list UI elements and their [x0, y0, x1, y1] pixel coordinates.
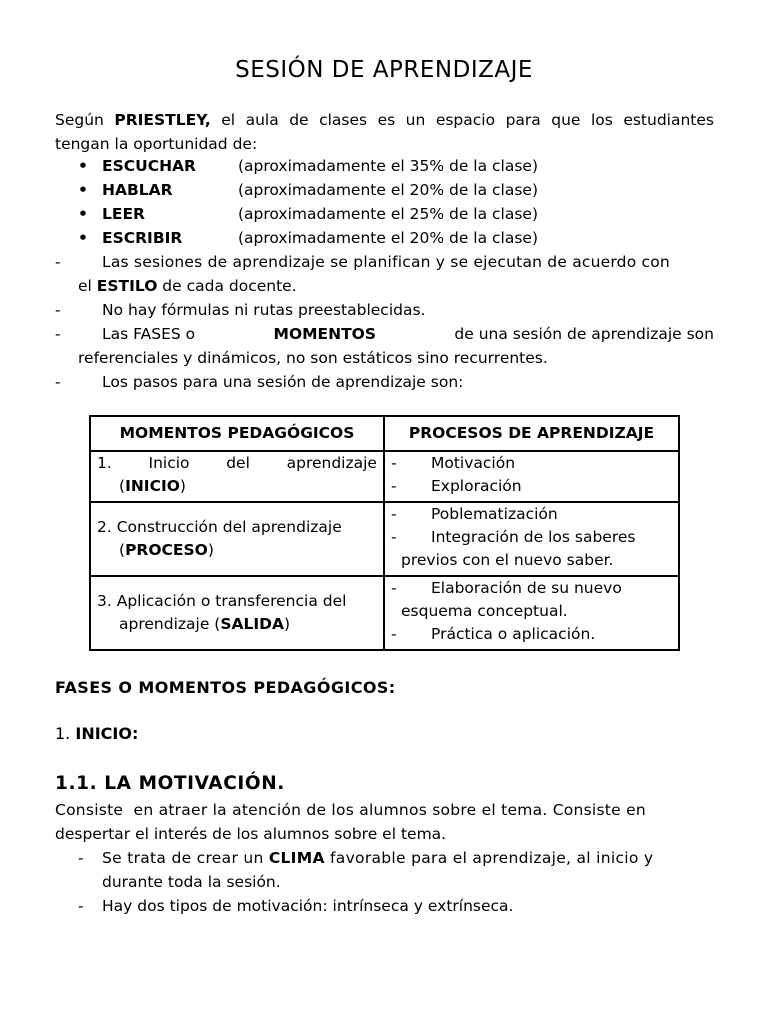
motivation-paragraph-line-1: Consiste en atraer la atención de los alumnos sobre el tema. Consiste en: [55, 801, 646, 819]
motivation-paragraph-line-2: despertar el interés de los alumnos sobre el tema.: [55, 825, 447, 843]
skill-name: ESCUCHAR: [102, 157, 196, 175]
section-heading: FASES O MOMENTOS PEDAGÓGICOS:: [55, 678, 396, 697]
dash-marker: -: [78, 849, 84, 867]
process-item: - Elaboración de su nuevo: [391, 579, 622, 597]
bullet-icon: •: [78, 181, 88, 199]
subsubsection-heading: 1.1. LA MOTIVACIÓN.: [55, 773, 285, 794]
process-item: - Poblematización: [391, 505, 558, 523]
skill-item: [78, 180, 88, 200]
bullet-icon: •: [78, 229, 88, 247]
dash-marker: -: [55, 301, 61, 319]
dash-marker: -: [55, 253, 61, 271]
skill-percentage: (aproximadamente el 20% de la clase): [238, 181, 539, 199]
dash-marker: -: [55, 373, 61, 391]
moment-phase: (PROCESO): [119, 541, 214, 559]
dash-marker: -: [78, 897, 84, 915]
note-pasos: Los pasos para una sesión de aprendizaje son:: [102, 373, 464, 391]
column-header-momentos: MOMENTOS PEDAGÓGICOS: [90, 416, 384, 451]
bullet-icon: •: [78, 157, 88, 175]
note-fases-line-1: Las FASES o MOMENTOS de una sesión de aprendizaje son: [102, 325, 714, 343]
process-item: - Exploración: [391, 477, 522, 495]
moment-line: 3. Aplicación o transferencia del: [97, 592, 347, 610]
moment-line: 2. Construcción del aprendizaje: [97, 518, 342, 536]
skill-percentage: (aproximadamente el 20% de la clase): [238, 229, 539, 247]
moment-cell: [90, 502, 384, 576]
note-estilo-line-1: Las sesiones de aprendizaje se planifican y se ejecutan de acuerdo con: [102, 253, 670, 271]
moment-line: 1. Inicio del aprendizaje: [97, 454, 377, 472]
moment-phase: aprendizaje (SALIDA): [119, 615, 291, 633]
table-row: [90, 451, 679, 502]
subsection-heading: 1. INICIO:: [55, 724, 139, 743]
learning-steps-table: [89, 415, 680, 651]
skill-item: [78, 228, 88, 248]
note-formulas: No hay fórmulas ni rutas preestablecidas.: [102, 301, 426, 319]
process-item: - Motivación: [391, 454, 516, 472]
process-item: - Integración de los saberes: [391, 528, 636, 546]
skill-name: ESCRIBIR: [102, 229, 183, 247]
process-cell: [384, 576, 679, 650]
column-header-procesos: PROCESOS DE APRENDIZAJE: [384, 416, 679, 451]
moment-phase: (INICIO): [119, 477, 186, 495]
intro-line-1: Según PRIESTLEY, el aula de clases es un espacio para que los estudiantes: [55, 111, 714, 129]
skill-name: HABLAR: [102, 181, 173, 199]
motivation-bullet-clima-line-2: durante toda la sesión.: [102, 873, 281, 891]
motivation-bullet-tipos: Hay dos tipos de motivación: intrínseca y extrínseca.: [102, 897, 514, 915]
skill-item: [78, 156, 88, 176]
note-estilo-line-2: el ESTILO de cada docente.: [78, 277, 297, 295]
dash-marker: -: [55, 325, 61, 343]
note-fases-line-2: referenciales y dinámicos, no son estáticos sino recurrentes.: [78, 349, 548, 367]
skill-percentage: (aproximadamente el 35% de la clase): [238, 157, 539, 175]
table-header-row: [90, 416, 679, 451]
skill-item: [78, 204, 88, 224]
page-title: SESIÓN DE APRENDIZAJE: [235, 57, 533, 83]
process-cell: [384, 502, 679, 576]
skill-percentage: (aproximadamente el 25% de la clase): [238, 205, 539, 223]
process-item-continued: previos con el nuevo saber.: [401, 551, 614, 569]
process-item: - Práctica o aplicación.: [391, 625, 596, 643]
process-item-continued: esquema conceptual.: [401, 602, 568, 620]
moment-cell: [90, 451, 384, 502]
table-row: [90, 576, 679, 650]
table-row: [90, 502, 679, 576]
motivation-bullet-clima: Se trata de crear un CLIMA favorable para el aprendizaje, al inicio y: [102, 849, 654, 867]
bullet-icon: •: [78, 205, 88, 223]
skill-name: LEER: [102, 205, 145, 223]
moment-cell: [90, 576, 384, 650]
intro-line-2: tengan la oportunidad de:: [55, 135, 258, 153]
process-cell: [384, 451, 679, 502]
